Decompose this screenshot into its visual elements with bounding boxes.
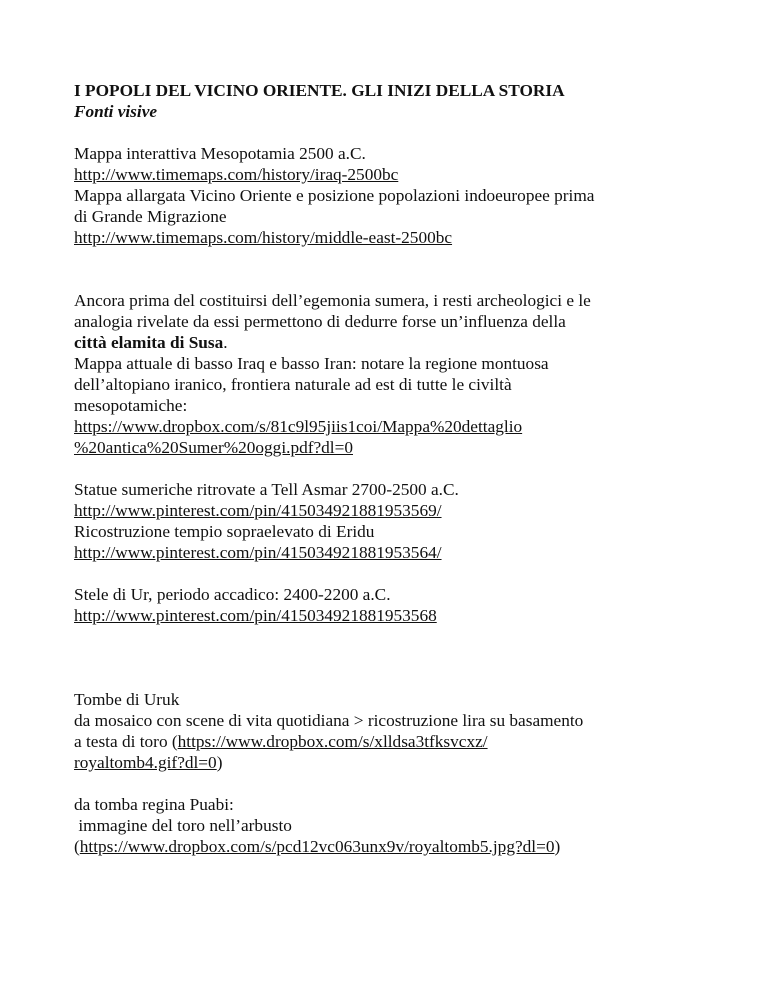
pinterest-tell-asmar-link[interactable]: http://www.pinterest.com/pin/415034921881953569/ <box>74 501 442 520</box>
dropbox-map-link-part1[interactable]: https://www.dropbox.com/s/81c9l95jiis1coi/Mappa%20dettaglio <box>74 417 523 436</box>
tell-asmar-label: Statue sumeriche ritrovate a Tell Asmar 2700-2500 a.C. <box>74 480 459 499</box>
document-page: I POPOLI DEL VICINO ORIENTE. GLI INIZI DELLA STORIA Fonti visive Mappa interattiva Mesopotamia 2500 a.C. http://www.timemaps.com/history/iraq-2500bc Mappa allargata Vicino Oriente e posizione popolazioni indoeuropee prima di Grande Migrazione http://www.timemaps.com/history/middle-east-2500bc Ancora prima del costituirsi dell’egemonia sumera, i resti archeologici e le analogia rivelate da essi permettono di dedurre forse un’influenza della città elamita di Susa. Mappa attuale di basso Iraq e basso Iran: notare la regione montuosa dell’altopiano iranico, frontiera naturale ad est di tutte le civiltà mesopotamiche: https://www.dropbox.com/s/81c9l95jiis1coi/Mappa%20dettaglio %20antica%20Sumer%20oggi.pdf?dl=0 Statue sumeriche ritrovate a Tell Asmar 2700-2500 a.C. http://www.pinterest.com/pin/415034921881953569/ Ricostruzione tempio sopraelevato di Eridu http://www.pinterest.com/pin/415034921881953564/ Stele di Ur, periodo accadico: 2400-2200 a.C. http://www.pinterest.com/pin/415034921881953568 Tombe di Uruk da mosaico con scene di vita quotidiana > ricostruzione lira su basamento a testa di toro (https://www.dropbox.com/s/xlldsa3tfksvcxz/ royaltomb4.gif?dl=0) da tomba regina Puabi: immagine del toro nell’arbusto (https://www.dropbox.com/s/pcd12vc063unx9v/royaltomb5.jpg?dl=0) <box>74 80 714 857</box>
eridu-label: Ricostruzione tempio sopraelevato di Eridu <box>74 522 375 541</box>
susa-bold-text: città elamita di Susa <box>74 333 224 352</box>
bull-head-line: a testa di toro (https://www.dropbox.com/s/xlldsa3tfksvcxz/ <box>74 732 488 751</box>
susa-paragraph-line2: analogia rivelate da essi permettono di dedurre forse un’influenza della <box>74 312 566 331</box>
mosaic-description: da mosaico con scene di vita quotidiana > ricostruzione lira su basamento <box>74 711 584 730</box>
susa-paragraph-line3: città elamita di Susa. <box>74 333 228 352</box>
dropbox-map-link-part2[interactable]: %20antica%20Sumer%20oggi.pdf?dl=0 <box>74 438 353 457</box>
iraq-map-label-line1: Mappa attuale di basso Iraq e basso Iran: notare la regione montuosa <box>74 354 549 373</box>
map-extended-label-line1: Mappa allargata Vicino Oriente e posizione popolazioni indoeuropee prima <box>74 186 595 205</box>
susa-paragraph-line1: Ancora prima del costituirsi dell’egemonia sumera, i resti archeologici e le <box>74 291 591 310</box>
puabi-tomb-label: da tomba regina Puabi: <box>74 795 234 814</box>
dropbox-royaltomb4-link-part1[interactable]: https://www.dropbox.com/s/xlldsa3tfksvcxz/ <box>177 732 488 751</box>
iraq-map-label-line2: dell’altopiano iranico, frontiera naturale ad est di tutte le civiltà <box>74 375 512 394</box>
timemaps-middle-east-link[interactable]: http://www.timemaps.com/history/middle-east-2500bc <box>74 228 453 247</box>
map-interactive-label: Mappa interattiva Mesopotamia 2500 a.C. <box>74 144 366 163</box>
timemaps-iraq-link[interactable]: http://www.timemaps.com/history/iraq-2500bc <box>74 165 399 184</box>
pinterest-eridu-link[interactable]: http://www.pinterest.com/pin/415034921881953564/ <box>74 543 442 562</box>
pinterest-stele-link[interactable]: http://www.pinterest.com/pin/415034921881953568 <box>74 606 437 625</box>
iraq-map-label-line3: mesopotamiche: <box>74 396 188 415</box>
map-extended-label-line2: di Grande Migrazione <box>74 207 227 226</box>
uruk-tombs-label: Tombe di Uruk <box>74 690 180 709</box>
stele-ur-label: Stele di Ur, periodo accadico: 2400-2200 a.C. <box>74 585 391 604</box>
bull-image-label: immagine del toro nell’arbusto <box>74 816 292 835</box>
document-title: I POPOLI DEL VICINO ORIENTE. GLI INIZI DELLA STORIA <box>74 81 565 100</box>
document-subtitle: Fonti visive <box>74 102 158 121</box>
dropbox-royaltomb4-link-part2[interactable]: royaltomb4.gif?dl=0 <box>74 753 217 772</box>
dropbox-royaltomb5-link[interactable]: https://www.dropbox.com/s/pcd12vc063unx9v/royaltomb5.jpg?dl=0 <box>79 837 555 856</box>
